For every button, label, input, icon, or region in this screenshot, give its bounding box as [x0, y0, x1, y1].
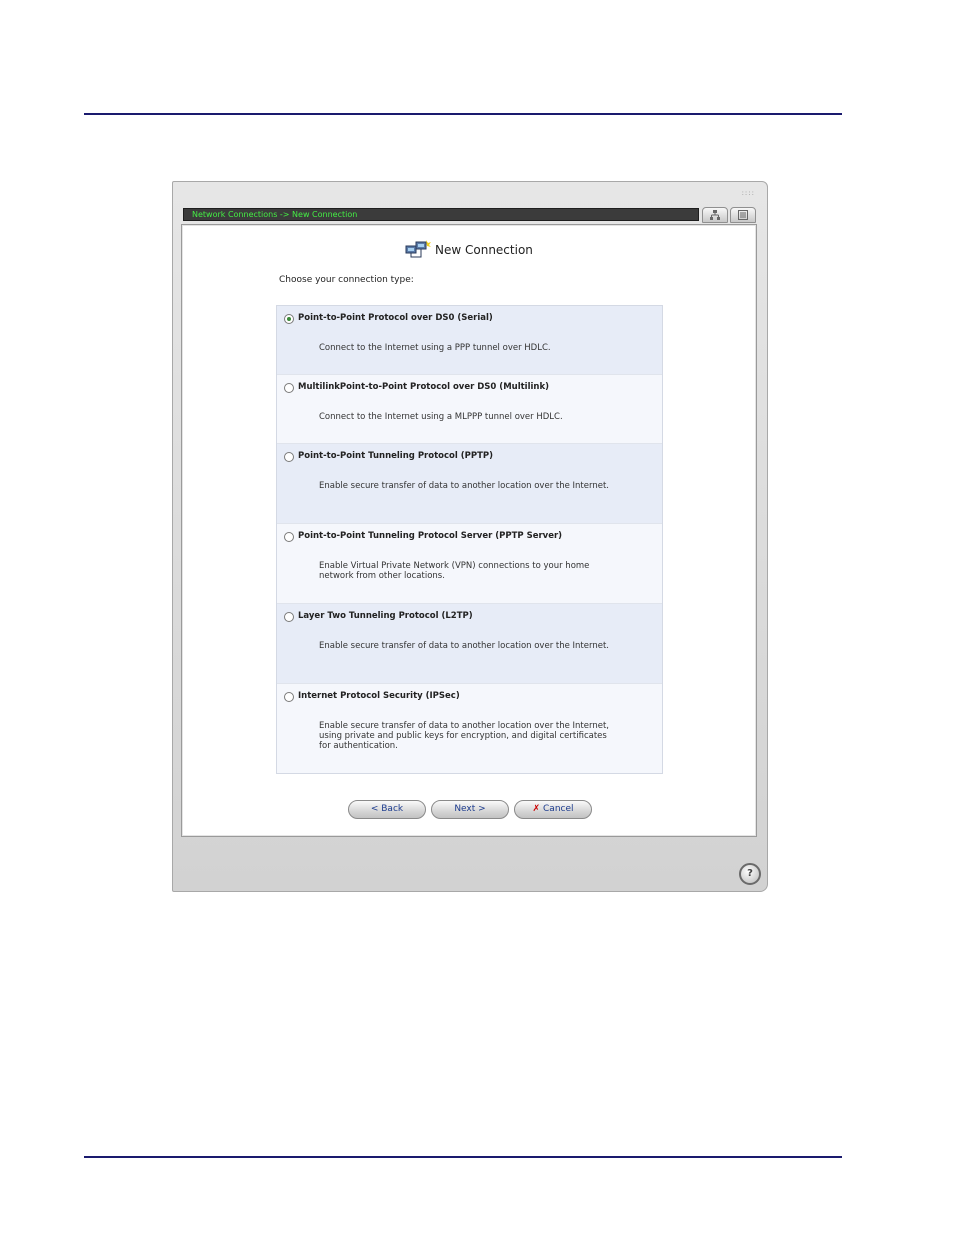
option-label[interactable]: MultilinkPoint-to-Point Protocol over DS0 (Multilink): [298, 382, 550, 392]
option-label[interactable]: Layer Two Tunneling Protocol (L2TP): [298, 611, 473, 621]
back-button-label: < Back: [370, 804, 404, 814]
cancel-button-label: Cancel: [543, 804, 574, 814]
option-label[interactable]: Point-to-Point Tunneling Protocol Server (PPTP Server): [298, 531, 563, 541]
radio-ipsec[interactable]: [284, 692, 294, 702]
network-map-button[interactable]: [702, 207, 728, 223]
option-pptp[interactable]: [277, 444, 662, 524]
next-button-label: Next >: [454, 804, 486, 814]
content-panel: [181, 224, 757, 837]
option-description: Enable secure transfer of data to another location over the Internet.: [319, 641, 609, 651]
cancel-x-icon: ✗: [532, 804, 541, 814]
option-label[interactable]: Point-to-Point Tunneling Protocol (PPTP): [298, 451, 493, 461]
window-grip[interactable]: ::::: [741, 189, 755, 197]
back-button[interactable]: [348, 800, 426, 819]
option-description: Connect to the Internet using a PPP tunnel over HDLC.: [319, 343, 551, 353]
header-rule: [84, 113, 842, 115]
option-label[interactable]: Internet Protocol Security (IPSec): [298, 691, 460, 701]
network-connection-icon: [405, 240, 431, 260]
connection-type-list: [276, 305, 663, 774]
page-header: [405, 239, 533, 261]
list-view-icon: [737, 209, 749, 221]
option-ppp-serial[interactable]: [277, 306, 662, 375]
footer-rule: [84, 1156, 842, 1158]
question-mark-icon: ?: [747, 868, 753, 879]
cancel-button[interactable]: [514, 800, 592, 819]
next-button[interactable]: [431, 800, 509, 819]
instruction-text: Choose your connection type:: [279, 275, 414, 285]
radio-pptp[interactable]: [284, 452, 294, 462]
page-title: New Connection: [435, 243, 533, 257]
option-description: Connect to the Internet using a MLPPP tunnel over HDLC.: [319, 412, 563, 422]
radio-l2tp[interactable]: [284, 612, 294, 622]
option-ipsec[interactable]: [277, 684, 662, 773]
help-button[interactable]: [739, 863, 761, 885]
option-mlppp-multilink[interactable]: [277, 375, 662, 444]
address-bar: [183, 208, 699, 221]
radio-ppp-serial[interactable]: [284, 314, 294, 324]
option-description: Enable Virtual Private Network (VPN) connections to your home network from other locations.: [319, 561, 590, 581]
wizard-buttons: [348, 800, 592, 819]
radio-mlppp-multilink[interactable]: [284, 383, 294, 393]
option-description: Enable secure transfer of data to another location over the Internet, using private and public keys for encryption, and digital certificates for authentication.: [319, 721, 609, 751]
app-window: [172, 181, 768, 892]
radio-pptp-server[interactable]: [284, 532, 294, 542]
option-l2tp[interactable]: [277, 604, 662, 684]
option-label[interactable]: Point-to-Point Protocol over DS0 (Serial): [298, 313, 493, 323]
network-map-icon: [709, 209, 721, 221]
option-description: Enable secure transfer of data to another location over the Internet.: [319, 481, 609, 491]
list-view-button[interactable]: [730, 207, 756, 223]
address-path: Network Connections -> New Connection: [192, 210, 358, 219]
option-pptp-server[interactable]: [277, 524, 662, 604]
